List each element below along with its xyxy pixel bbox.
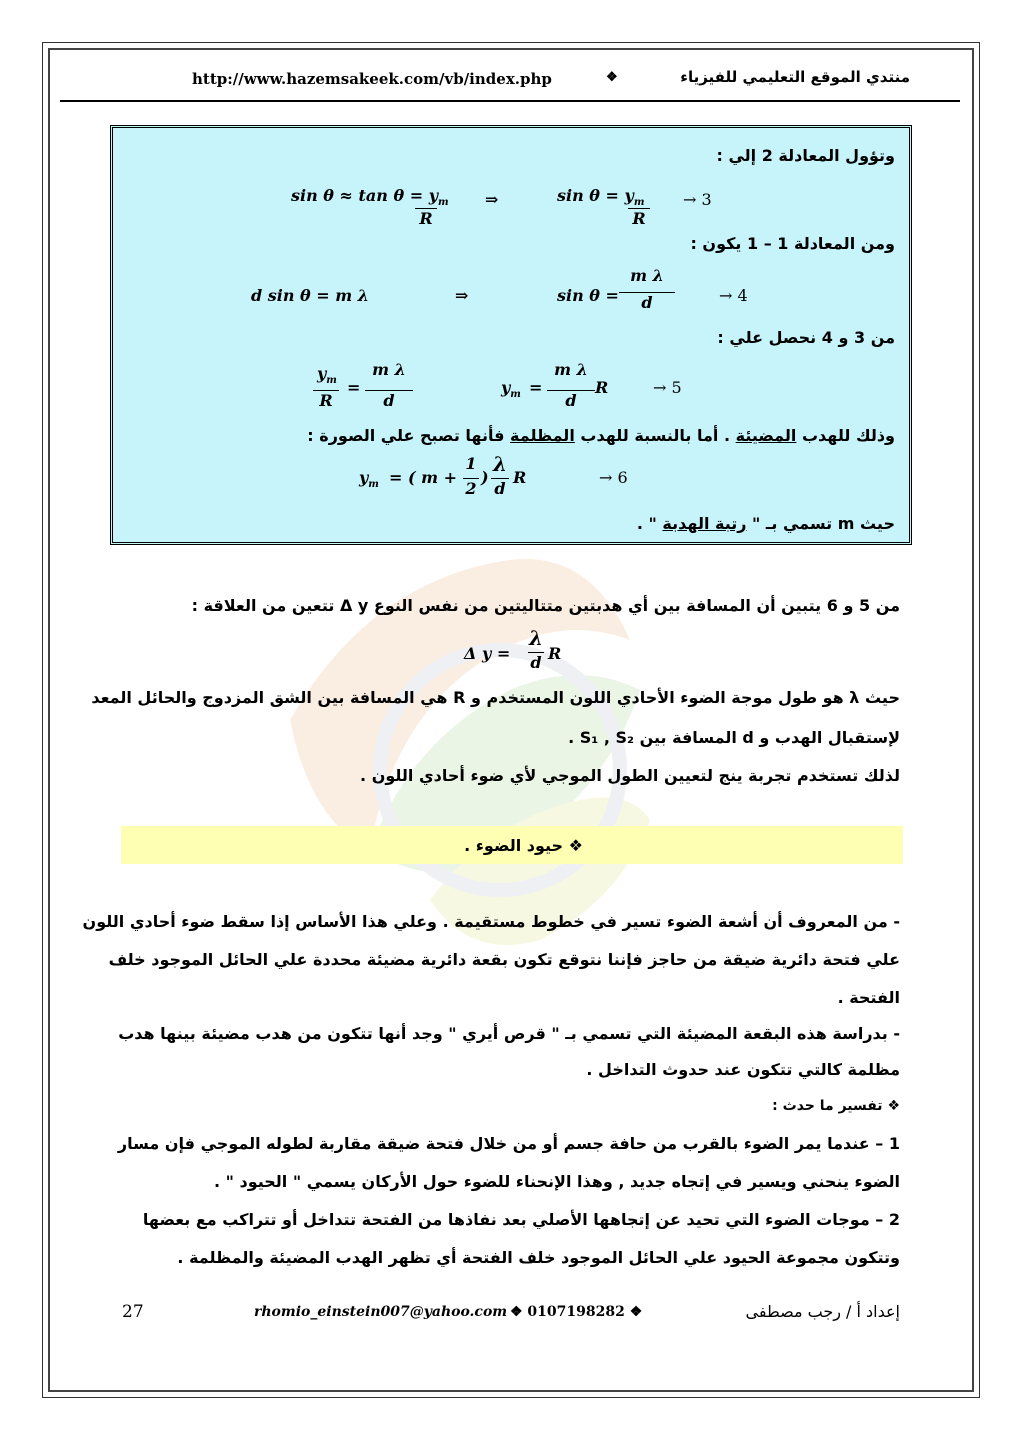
eq6-frac-den: 2 xyxy=(463,478,479,498)
eq4-tag: → 4 xyxy=(719,286,748,305)
section-heading-diffraction: ❖ حيود الضوء . xyxy=(464,836,583,855)
box-line-4: وذلك للهدب المضيئة . أما بالنسبة للهدب المظلمة فأنها تصبح علي الصورة : xyxy=(307,426,895,445)
diffraction-point-2-cont: وتتكون مجموعة الحيود علي الحائل الموجود خلف الفتحة أي تظهر الهدب المضيئة والمظلمة . xyxy=(177,1248,900,1267)
eq5-right-num: m λ xyxy=(372,360,406,379)
eq6-frac-num: 1 xyxy=(465,454,477,473)
eq4-right: sin θ = xyxy=(557,286,619,305)
eq5b-num: m λ xyxy=(554,360,588,379)
eq3-right-den: R xyxy=(628,208,650,228)
eq4-left: d sin θ = m λ xyxy=(251,286,369,305)
paragraph-definitions: حيث λ هو طول موجة الضوء الأحادي اللون المستخدم و R هي المسافة بين الشق المزدوج والحائل المعد xyxy=(91,688,900,707)
eq5-eq: = xyxy=(347,378,361,397)
eq5b-left: $y_m$ xyxy=(501,378,521,401)
eq4-den: d xyxy=(619,292,675,312)
box-line-3: من 3 و 4 نحصل علي : xyxy=(717,328,895,347)
diffraction-line-3: الفتحة . xyxy=(837,988,900,1007)
footer-phone: ❖ 0107198282 ❖ xyxy=(510,1304,643,1320)
diffraction-line-1: - من المعروف أن أشعة الضوء تسير في خطوط مستقيمة . وعلي هذا الأساس إذا سقط ضوء أحادي اللون xyxy=(82,912,900,931)
eq5-tag: → 5 xyxy=(653,378,682,397)
eq3-left-den: R xyxy=(415,208,437,228)
fringe-order-term: رتبة الهدبة xyxy=(662,514,747,533)
eq6-R: R xyxy=(513,468,527,487)
diamond-icon: ❖ xyxy=(606,70,618,85)
eq5-left-den: R xyxy=(313,390,339,410)
paragraph-definitions-cont: لإستقبال الهدب و d المسافة بين S₁ , S₂ . xyxy=(568,728,900,747)
header-forum-name: منتدي الموقع التعليمي للفيزياء xyxy=(680,68,910,86)
eq5b-R: R xyxy=(595,378,609,397)
eq4-num: m λ xyxy=(630,266,664,285)
eq3-right: $\sin \theta = y_m$ xyxy=(557,186,645,209)
eq6-lambda: λ xyxy=(492,452,508,476)
footer-author: إعداد أ / رجب مصطفى xyxy=(745,1302,900,1321)
eq3-tag: → 3 xyxy=(683,190,712,209)
paragraph-fringe-spacing: من 5 و 6 يتبين أن المسافة بين أي هدبتين متتاليتين من نفس النوع Δ y تتعين من العلاقة : xyxy=(191,596,900,615)
box-line-1: وتؤول المعادلة 2 إلي : xyxy=(716,146,895,165)
eq6-left: $y_m$ xyxy=(359,468,379,491)
diffraction-point-1: 1 – عندما يمر الضوء بالقرب من حافة جسم أو من خلال فتحة ضيقة مقاربة لطوله الموجي فإن مسار xyxy=(117,1134,900,1153)
eq3-left: $\sin \theta \approx \tan \theta = y_m$ xyxy=(291,186,449,209)
eq6-tag: → 6 xyxy=(599,468,628,487)
header-rule xyxy=(60,100,960,102)
diffraction-line-2: علي فتحة دائرية ضيقة من حاجز فإننا نتوقع تكون بقعة دائرية مضيئة محددة علي الحائل الموجود خلف xyxy=(108,950,900,969)
diffraction-point-1-cont: الضوء ينحني ويسير في إتجاه جديد , وهذا الإنحناء للضوء حول الأركان يسمي " الحيود " . xyxy=(213,1172,900,1191)
diffraction-line-5: مظلمة كالتي تتكون عند حدوث التداخل . xyxy=(586,1060,900,1079)
eq7-R: R xyxy=(548,644,562,663)
eq5b-eq: = xyxy=(529,378,543,397)
box-line-2: ومن المعادلة 1 – 1 يكون : xyxy=(690,234,895,253)
equations-box xyxy=(110,125,912,545)
eq5-left-num: $y_m$ xyxy=(317,364,337,387)
eq4-arrow: ⇒ xyxy=(455,286,469,305)
diffraction-line-4: - بدراسة هذه البقعة المضيئة التي تسمي بـ " قرص أيري " وجد أنها تتكون من هدب مضيئة بينها هدب xyxy=(118,1024,900,1043)
bright-fringes-term: المضيئة xyxy=(735,426,797,445)
box-line-5: حيث m تسمي بـ " رتبة الهدبة " . xyxy=(636,514,895,533)
eq3-arrow: ⇒ xyxy=(485,190,499,209)
header-url[interactable]: http://www.hazemsakeek.com/vb/index.php xyxy=(192,70,552,88)
eq5b-den: d xyxy=(547,390,595,410)
diffraction-point-2: 2 – موجات الضوء التي تحيد عن إتجاهها الأصلي بعد نفاذها من الفتحة تتداخل أو تتراكب مع بعضها xyxy=(142,1210,900,1229)
footer-email[interactable]: rhomio_einstein007@yahoo.com xyxy=(254,1304,508,1320)
paragraph-young-experiment: لذلك تستخدم تجربة ينج لتعيين الطول الموجي لأي ضوء أحادي اللون . xyxy=(360,766,900,785)
dark-fringes-term: المظلمة xyxy=(510,426,575,445)
eq7-left: Δ y = xyxy=(464,644,511,663)
eq6-d: d xyxy=(491,478,509,498)
eq7-lambda: λ xyxy=(528,626,544,650)
eq7-d: d xyxy=(528,652,544,672)
page-number: 27 xyxy=(122,1302,144,1322)
physics-logo-watermark xyxy=(250,520,670,980)
eq6-close: ) xyxy=(481,468,489,487)
eq6-mid: = ( m + xyxy=(389,468,458,487)
eq5-right-den: d xyxy=(365,390,413,410)
page-header xyxy=(120,66,910,94)
section-heading-bar xyxy=(121,826,903,864)
page-footer xyxy=(110,1300,910,1330)
diffraction-explanation-heading: ❖ تفسير ما حدث : xyxy=(772,1098,900,1114)
